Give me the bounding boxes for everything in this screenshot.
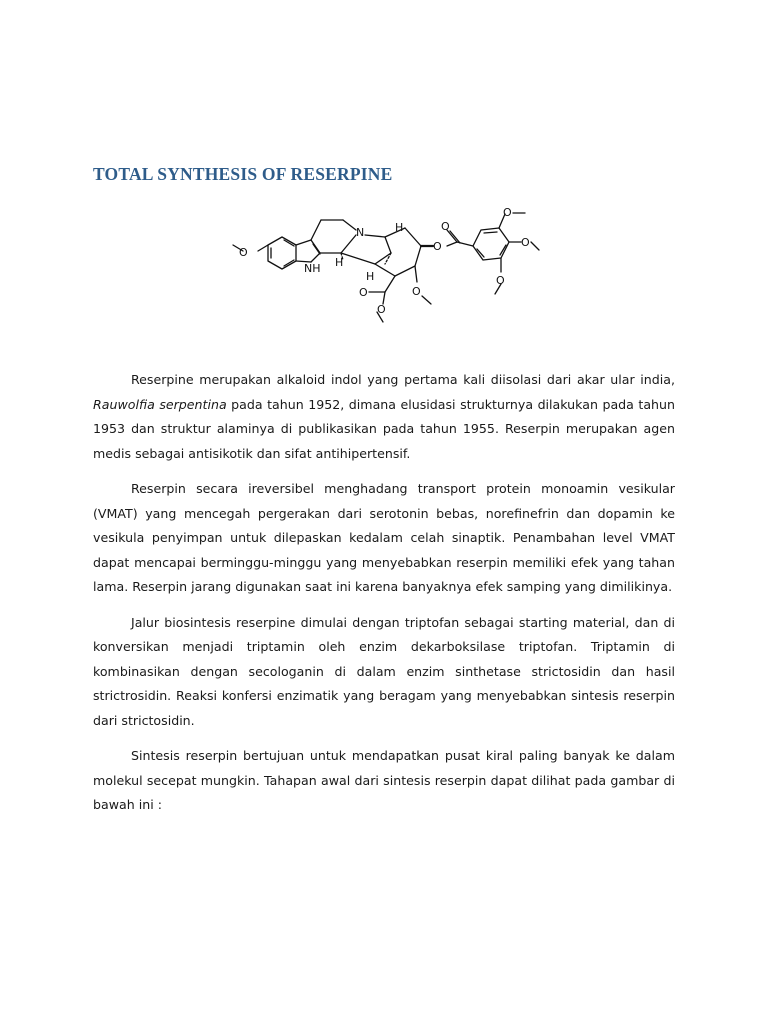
paragraph-1 <box>93 368 675 466</box>
body-text <box>93 368 675 829</box>
structure-label-o-ester-alkoxy: O <box>377 303 386 316</box>
structure-label-o-ester-carbonyl: O <box>359 286 368 299</box>
structure-label-n: N <box>356 226 365 239</box>
structure-label-h3: H <box>366 270 375 283</box>
structure-label-o-carbonyl: O <box>441 220 450 233</box>
structure-label-h2: H <box>335 256 344 269</box>
paragraph-1-text-end: pada tahun 1952, dimana elusidasi strukturnya dilakukan pada tahun 1953 dan struktur alaminya di publikasikan pada tahun 1955. Reserpin merupakan agen medis sebagai antisikotik dan sifat antihipertensif. <box>93 396 675 461</box>
structure-label-o-methoxy-e: O <box>412 285 421 298</box>
structure-label-o-methoxy: O <box>239 246 248 259</box>
paragraph-2: Reserpin secara ireversibel menghadang transport protein monoamin vesikular (VMAT) yang mencegah pergerakan dari serotonin bebas, norefinefrin dan dopamin ke vesikula penyimpan untuk dilepaskan kedalam celah sinaptik. Penambahan level VMAT dapat mencapai berminggu-minggu yang menyebabkan reserpin memiliki efek yang tahan lama. Reserpin jarang digunakan saat ini karena banyaknya efek samping yang dimilikinya. <box>93 481 675 594</box>
species-name: Rauwolfia serpentina <box>93 396 227 412</box>
paragraph-1-text: Reserpine merupakan alkaloid indol yang pertama kali diisolasi dari akar ular india, <box>131 372 675 387</box>
structure-label-nh: NH <box>304 262 321 275</box>
paragraph-4: Sintesis reserpin bertujuan untuk mendapatkan pusat kiral paling banyak ke dalam molekul secepat mungkin. Tahapan awal dari sintesis reserpin dapat dilihat pada gambar di bawah ini : <box>93 748 675 812</box>
structure-label-h1: H <box>395 221 404 234</box>
structure-label-o-right: O <box>521 236 530 249</box>
structure-label-o-top: O <box>503 206 512 219</box>
structure-label-o-bottom: O <box>496 274 505 287</box>
document-title: TOTAL SYNTHESIS OF RESERPINE <box>93 164 393 184</box>
reserpine-structure-diagram <box>225 200 545 325</box>
paragraph-3: Jalur biosintesis reserpine dimulai dengan triptofan sebagai starting material, dan di konversikan menjadi triptamin oleh enzim dekarboksilase triptofan. Triptamin di kombinasikan dengan secologanin di dalam enzim sinthetase strictosidin dan hasil strictrosidin. Reaksi konfersi enzimatik yang beragam yang menyebabkan sintesis reserpin dari strictosidin. <box>93 614 675 728</box>
structure-label-o-ester: O <box>433 240 442 253</box>
